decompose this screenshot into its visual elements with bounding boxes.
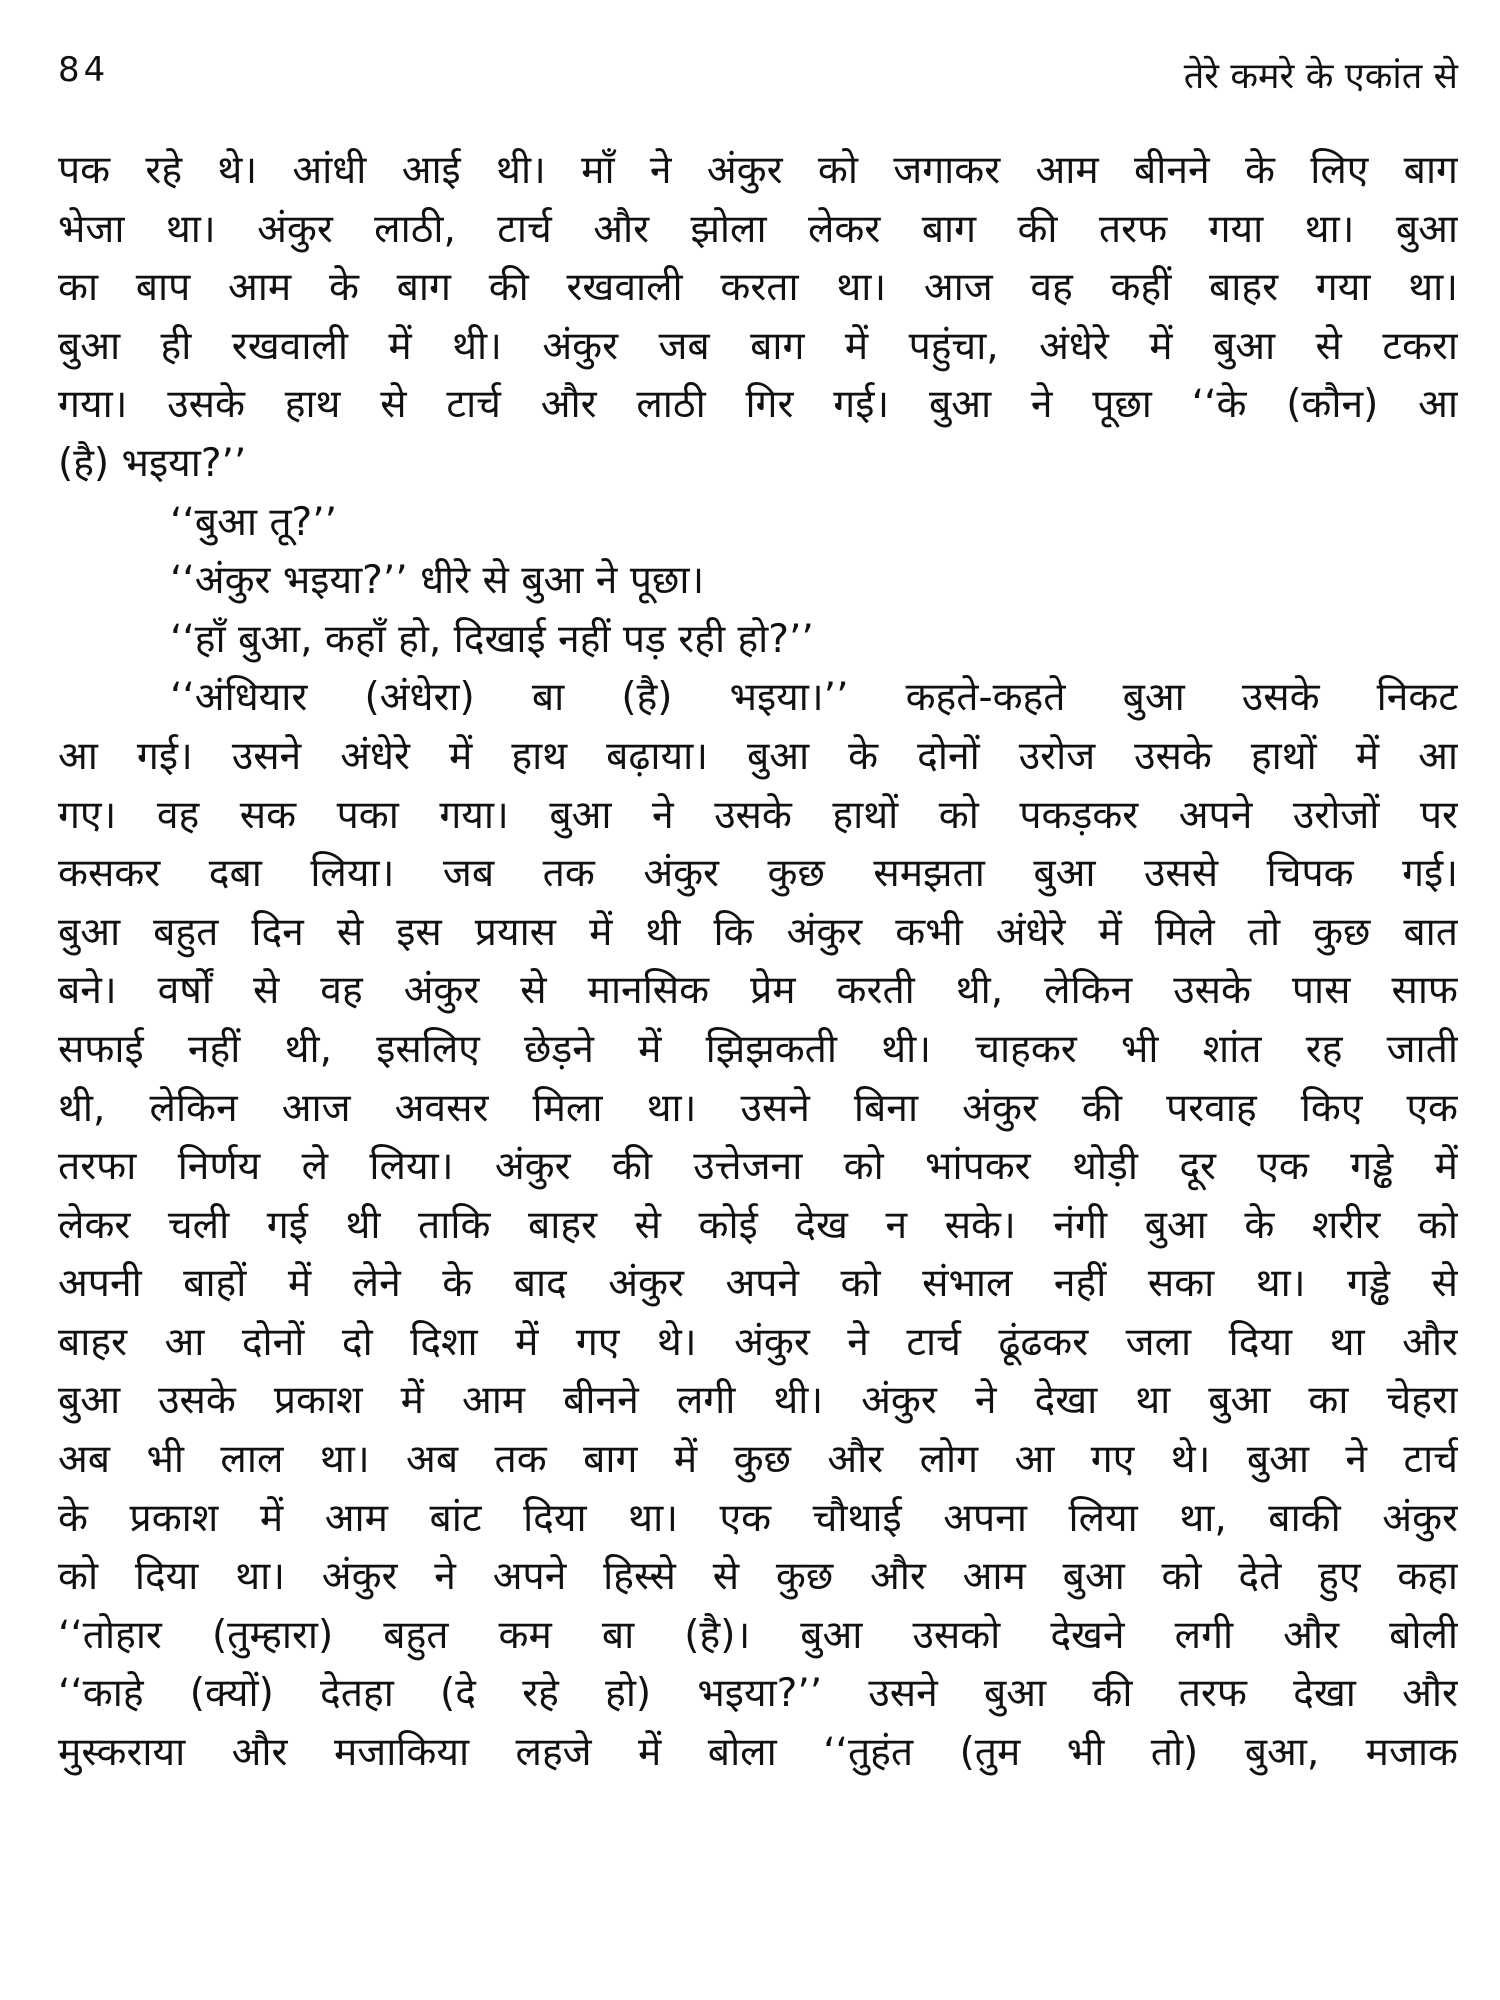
text-line: मुस्कराया और मजाकिया लहजे में बोला ‘‘तुहंत (तुम भी तो) बुआ, मजाक: [58, 1730, 1458, 1776]
text-line: अपनी बाहों में लेने के बाद अंकुर अपने को संभाल नहीं सका था। गड्ढे से: [58, 1261, 1458, 1307]
text-line: अब भी लाल था। अब तक बाग में कुछ और लोग आ गए थे। बुआ ने टार्च: [58, 1437, 1458, 1483]
text-line: बुआ बहुत दिन से इस प्रयास में थी कि अंकुर कभी अंधेरे में मिले तो कुछ बात: [58, 909, 1458, 955]
text-line: गए। वह सक पका गया। बुआ ने उसके हाथों को पकड़कर अपने उरोजों पर: [58, 792, 1458, 838]
text-line: का बाप आम के बाग की रखवाली करता था। आज वह कहीं बाहर गया था।: [58, 265, 1458, 311]
text-line: ‘‘काहे (क्यों) देतहा (दे रहे हो) भइया?’’ उसने बुआ की तरफ देखा और: [58, 1671, 1458, 1717]
page-body: [58, 142, 1458, 1783]
text-line: बुआ उसके प्रकाश में आम बीनने लगी थी। अंकुर ने देखा था बुआ का चेहरा: [58, 1378, 1458, 1424]
text-line: लेकर चली गई थी ताकि बाहर से कोई देख न सके। नंगी बुआ के शरीर को: [58, 1202, 1458, 1248]
text-line: बाहर आ दोनों दो दिशा में गए थे। अंकुर ने टार्च ढूंढकर जला दिया था और: [58, 1319, 1458, 1365]
text-line: कसकर दबा लिया। जब तक अंकुर कुछ समझता बुआ उससे चिपक गई।: [58, 851, 1458, 897]
text-line: को दिया था। अंकुर ने अपने हिस्से से कुछ और आम बुआ को देते हुए कहा: [58, 1554, 1458, 1600]
running-title: तेरे कमरे के एकांत से: [1183, 56, 1458, 97]
text-line: तरफा निर्णय ले लिया। अंकुर की उत्तेजना को भांपकर थोड़ी दूर एक गड्ढे में: [58, 1144, 1458, 1190]
page-header: [58, 50, 1458, 110]
text-line: भेजा था। अंकुर लाठी, टार्च और झोला लेकर बाग की तरफ गया था। बुआ: [58, 206, 1458, 252]
text-line: (है) भइया?’’: [58, 440, 247, 486]
text-line: आ गई। उसने अंधेरे में हाथ बढ़ाया। बुआ के दोनों उरोज उसके हाथों में आ: [58, 733, 1458, 779]
text-line: बने। वर्षों से वह अंकुर से मानसिक प्रेम करती थी, लेकिन उसके पास साफ: [58, 968, 1458, 1014]
text-line: गया। उसके हाथ से टार्च और लाठी गिर गई। बुआ ने पूछा ‘‘के (कौन) आ: [58, 382, 1458, 428]
dialogue-line: ‘‘हाँ बुआ, कहाँ हो, दिखाई नहीं पड़ रही हो?’’: [170, 616, 814, 662]
text-line: ‘‘तोहार (तुम्हारा) बहुत कम बा (है)। बुआ उसको देखने लगी और बोली: [58, 1612, 1458, 1658]
dialogue-line: ‘‘अंकुर भइया?’’ धीरे से बुआ ने पूछा।: [170, 558, 705, 604]
text-line: थी, लेकिन आज अवसर मिला था। उसने बिना अंकुर की परवाह किए एक: [58, 1085, 1458, 1131]
text-line: पक रहे थे। आंधी आई थी। माँ ने अंकुर को जगाकर आम बीनने के लिए बाग: [58, 148, 1458, 193]
paragraph-start-line: ‘‘अंधियार (अंधेरा) बा (है) भइया।’’ कहते-कहते बुआ उसके निकट: [170, 675, 1458, 721]
text-line: सफाई नहीं थी, इसलिए छेड़ने में झिझकती थी। चाहकर भी शांत रह जाती: [58, 1026, 1458, 1072]
dialogue-line: ‘‘बुआ तू?’’: [170, 499, 338, 545]
book-page: [58, 50, 1458, 1980]
text-line: के प्रकाश में आम बांट दिया था। एक चौथाई अपना लिया था, बाकी अंकुर: [58, 1495, 1458, 1541]
text-line: बुआ ही रखवाली में थी। अंकुर जब बाग में पहुंचा, अंधेरे में बुआ से टकरा: [58, 323, 1458, 369]
page-number: 84: [58, 50, 110, 90]
